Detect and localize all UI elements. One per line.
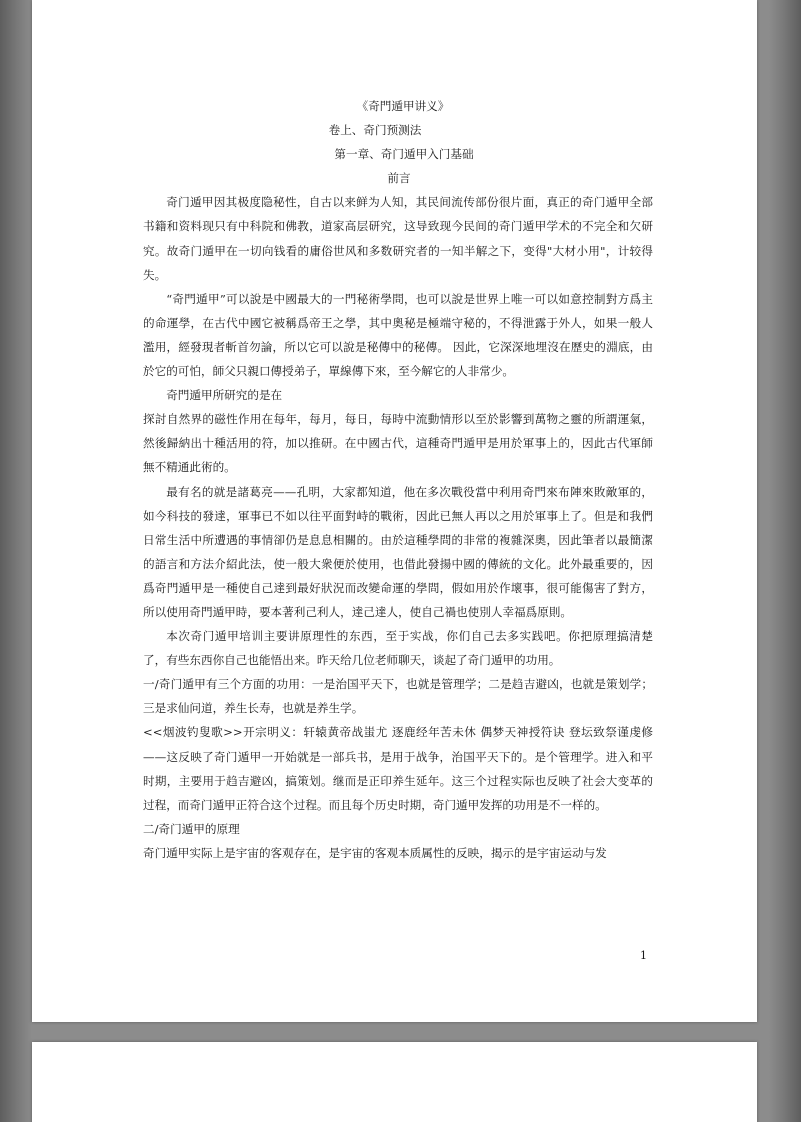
paragraph	[143, 287, 653, 407]
section-heading: 二/奇门遁甲的原理	[143, 821, 240, 836]
paragraph: 本次奇门遁甲培训主要讲原理性的东西，至于实战，你们自己去多实践吧。你把原理搞清楚了，有些东西你自己也能悟出来。昨天给几位老师聊天，谈起了奇门遁甲的功用。	[143, 629, 653, 668]
page-content	[143, 94, 653, 865]
page-number: 1	[640, 949, 647, 962]
paragraph: 探討自然界的磁性作用在每年，每月，每日，每時中流動情形以至於影響到萬物之靈的所謂運氣，然後歸納出十種活用的符，加以推研。在中國古代，這種奇門遁甲是用於軍事上的，因此古代軍師無不精通此術的。	[143, 412, 653, 475]
paragraph: <<烟波钓叟歌>>开宗明义：轩辕黄帝战蚩尤 逐鹿经年苦未休 偶梦天神授符诀 登坛致祭谨虔修——这反映了奇门遁甲一开始就是一部兵书，是用于战争，治国平天下的。是个管理学。进入和平时期，主要用于趋吉避凶，搞策划。继而是正印养生延年。这三个过程实际也反映了社会大变革的过程，而奇门遁甲正符合这个过程。而且每个历史时期，奇门遁甲发挥的功用是不一样的。	[143, 725, 653, 812]
document-page	[32, 0, 757, 1022]
next-document-page	[32, 1042, 757, 1122]
volume-heading: 卷上、奇门预测法	[328, 123, 422, 138]
document-title: 《奇門遁甲讲义》	[356, 99, 450, 113]
paragraph-text: “奇門遁甲”可以說是中國最大的一門秘術學問，也可以說是世界上唯一可以如意控制對方爲主的命運學，在古代中國它被稱爲帝王之學，其中奧秘是極端守秘的，不得泄露于外人，如果一般人濫用，經發現者斬首勿論，所以它可以說是秘傳中的秘傳。 因此，它深深地埋沒在歷史的淵底，由於它的可怕，師父只親口傳授弟子，單線傳下來，至今解它的人非常少。	[143, 291, 653, 379]
section-heading: 一/奇门遁甲有三个方面的功用：一是治国平天下，也就是管理学；二是趋吉避凶，也就是策划学；三是求仙问道，养生长寿，也就是养生学。	[143, 677, 653, 716]
preface-heading: 前言	[387, 171, 411, 186]
paragraph: 奇门遁甲因其极度隐秘性，自古以来鲜为人知，其民间流传部份很片面，真正的奇门遁甲全部书籍和资料现只有中科院和佛教，道家高层研究，这导致现今民间的奇门遁甲学术的不完全和欠研究。故奇门遁甲在一切向钱看的庸俗世风和多数研究者的一知半解之下，变得"大材小用"，计较得失。	[143, 195, 653, 282]
chapter-heading: 第一章、奇门遁甲入门基础	[334, 147, 474, 162]
paragraph-tail: 奇門遁甲所研究的是在	[166, 388, 283, 403]
paragraph: 奇门遁甲实际上是宇宙的客观存在，是宇宙的客观本质属性的反映，揭示的是宇宙运动与发	[143, 845, 607, 860]
paragraph: 最有名的就是諸葛亮——孔明，大家都知道，他在多次戰役當中利用奇門來布陣來敗敵軍的，如今科技的發達，軍事已不如以往平面對峙的戰術，因此已無人再以之用於軍事上了。但是和我們日常生活中所遭遇的事情卻仍是息息相關的。由於這種學問的非常的複雜深奧，因此筆者以最簡潔的語言和方法介紹此法，使一般大衆便於使用，也借此發揚中國的傳統的文化。此外最重要的，因爲奇門遁甲是一種使自己達到最好狀況而改變命運的學問，假如用於作壞事，很可能傷害了對方，所以使用奇門遁甲時，要本著利己利人，達己達人，使自己禍也使別人幸福爲原則。	[143, 484, 653, 619]
